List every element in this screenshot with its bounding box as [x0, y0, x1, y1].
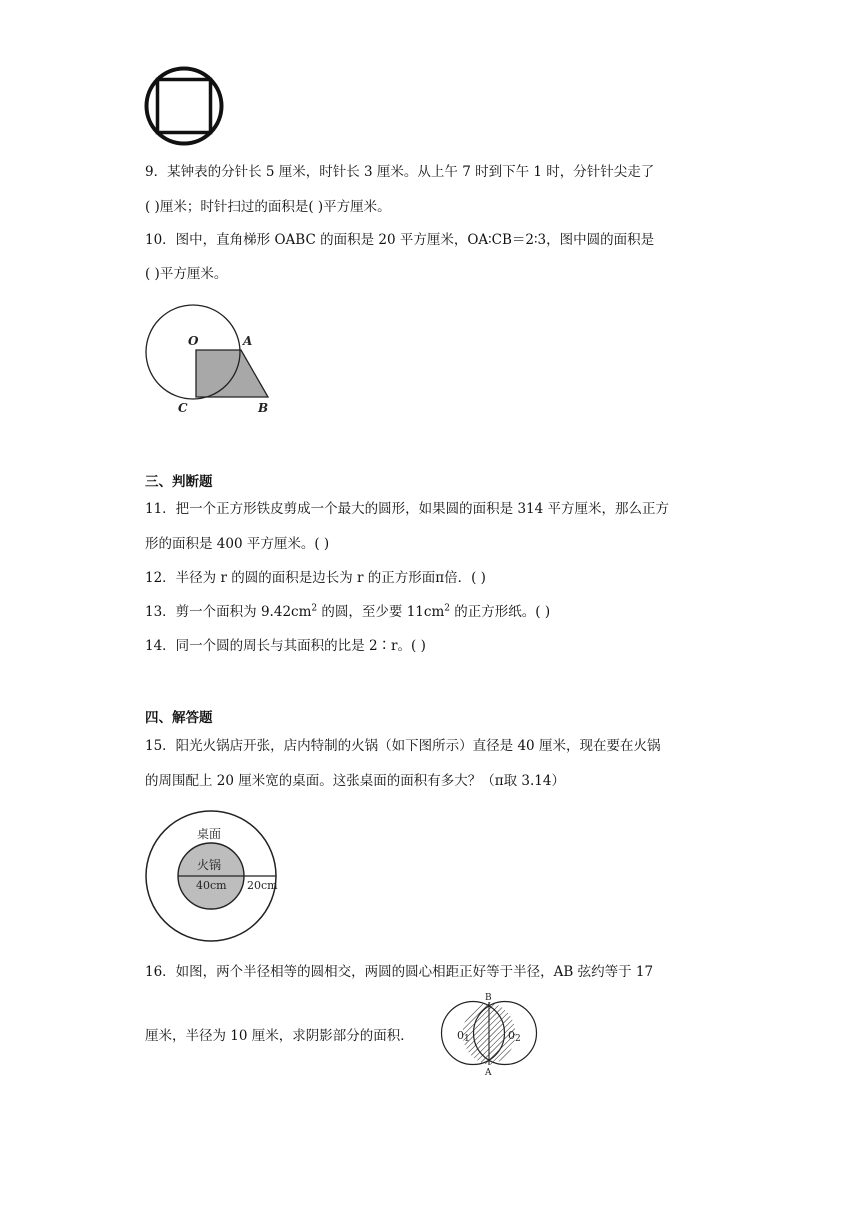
question-15-line-2: 的周围配上 20 厘米宽的桌面。这张桌面的面积有多大？（π取 3.14） — [145, 773, 565, 789]
question-9-line-2: ( )厘米；时针扫过的面积是( )平方厘米。 — [145, 199, 391, 215]
question-16-line-1: 16．如图，两个半径相等的圆相交，两圆的圆心相距正好等于半径，AB 弦约等于 17 — [145, 964, 654, 980]
hotpot-table-figure — [140, 810, 290, 946]
label-table: 桌面 — [197, 827, 222, 841]
label-o1: 01 — [457, 1029, 470, 1044]
section-3-title: 三、判断题 — [145, 474, 213, 490]
circle-square-figure — [140, 66, 232, 146]
question-13: 13．剪一个面积为 $9.42cm^2$ 的圆，至少要 $11cm^2$ 的正方形纸。( ) — [145, 603, 551, 620]
label-20cm: 20cm — [247, 879, 278, 892]
question-10-line-1: 10．图中，直角梯形 OABC 的面积是 20 平方厘米，OA∶CB＝2∶3，图中圆的面积是 — [145, 232, 655, 248]
intersecting-circles-figure — [440, 990, 540, 1078]
label-a: A — [485, 1068, 492, 1078]
section-4-title: 四、解答题 — [145, 710, 213, 726]
label-b: B — [485, 993, 492, 1003]
label-o: O — [188, 334, 199, 348]
trapezoid-circle-figure — [140, 300, 280, 420]
label-b: B — [258, 401, 269, 415]
question-15-line-1: 15．阳光火锅店开张，店内特制的火锅（如下图所示）直径是 40 厘米，现在要在火锅 — [145, 738, 661, 754]
question-14: 14．同一个圆的周长与其面积的比是 2∶r。( ) — [145, 638, 426, 654]
label-40cm: 40cm — [196, 879, 227, 892]
question-11-line-2: 形的面积是 400 平方厘米。( ) — [145, 536, 330, 552]
label-o2: 02 — [508, 1029, 521, 1044]
question-16-line-2: 厘米，半径为 10 厘米，求阴影部分的面积． — [145, 1028, 414, 1044]
question-12: 12．半径为 r 的圆的面积是边长为 r 的正方形面π倍．( ) — [145, 570, 486, 586]
question-10-line-2: ( )平方厘米。 — [145, 266, 228, 282]
label-pot: 火锅 — [197, 858, 222, 872]
label-c: C — [178, 401, 188, 415]
question-9-line-1: 9．某钟表的分针长 5 厘米，时针长 3 厘米。从上午 7 时到下午 1 时，分针针尖走了 — [145, 164, 655, 180]
label-a: A — [243, 334, 253, 348]
question-11-line-1: 11．把一个正方形铁皮剪成一个最大的圆形，如果圆的面积是 314 平方厘米，那么正方 — [145, 501, 670, 517]
